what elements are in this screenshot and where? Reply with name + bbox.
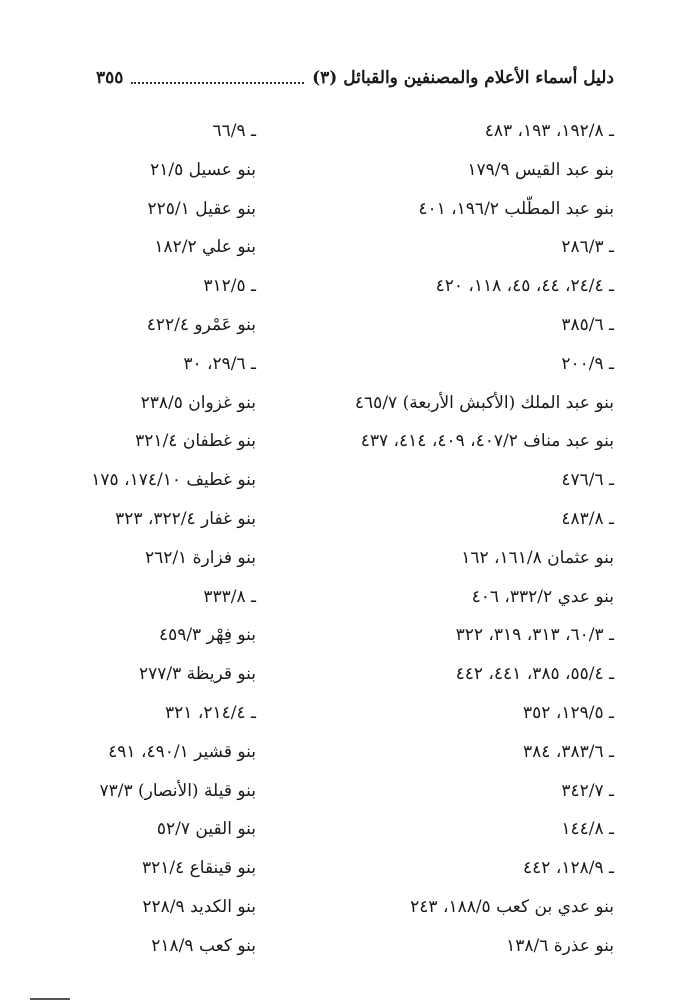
index-entry: ـ ٦٠/٣، ٣١٣، ٣١٩، ٣٢٢ [455, 625, 614, 646]
index-entry: بنو غفار ٣٢٢/٤، ٣٢٣ [115, 508, 256, 529]
index-entry: ـ ٢٩/٦، ٣٠ [183, 353, 256, 374]
index-entry: ـ ٢١٤/٤، ٣٢١ [165, 702, 256, 723]
index-entry: بنو فِهْر ٤٥٩/٣ [158, 625, 256, 646]
index-entry: بنو عبد القيس ١٧٩/٩ [467, 159, 614, 180]
index-entry: ـ ٤٧٦/٦ [561, 470, 614, 491]
index-entry: بنو عدي بن كعب ١٨٨/٥، ٢٤٣ [410, 896, 614, 917]
index-column-right [344, 112, 614, 966]
index-columns [91, 112, 614, 966]
index-entry: ـ ٥٥/٤، ٣٨٥، ٤٤١، ٤٤٢ [455, 664, 614, 685]
index-entry: بنو غزوان ٢٣٨/٥ [140, 392, 256, 413]
index-entry: بنو عَمْرو ٤٢٢/٤ [146, 314, 256, 335]
index-entry: ـ ٢٨٦/٣ [561, 237, 614, 258]
index-entry: بنو عثمان ١٦١/٨، ١٦٢ [461, 547, 614, 568]
index-entry: بنو كعب ٢١٨/٩ [151, 935, 256, 956]
leader-dots [131, 81, 304, 84]
index-entry: ـ ٤٨٣/٨ [561, 508, 614, 529]
index-entry: ـ ٣١٢/٥ [203, 276, 256, 297]
index-entry: بنو غطيف ١٧٤/١٠، ١٧٥ [91, 470, 256, 491]
index-entry: ـ ٣٣٣/٨ [203, 586, 256, 607]
index-entry: بنو عبد مناف ٤٠٧/٢، ٤٠٩، ٤١٤، ٤٣٧ [360, 431, 614, 452]
index-entry: ـ ٢٠٠/٩ [561, 353, 614, 374]
index-entry: ـ ١٢٨/٩، ٤٤٢ [523, 858, 614, 879]
page-number: ٣٥٥ [96, 68, 124, 88]
index-entry: بنو عدي ٣٣٢/٢، ٤٠٦ [471, 586, 614, 607]
index-entry: بنو عبد المطّلب ١٩٦/٢، ٤٠١ [418, 198, 614, 219]
index-entry: بنو قشير ٤٩٠/١، ٤٩١ [108, 741, 256, 762]
index-entry: بنو قيلة (الأنصار) ٧٣/٣ [99, 780, 256, 801]
index-entry: بنو غطفان ٣٢١/٤ [135, 431, 256, 452]
index-column-left [91, 112, 256, 966]
index-entry: بنو القين ٥٢/٧ [156, 819, 256, 840]
index-entry: ـ ٣٨٥/٦ [561, 314, 614, 335]
index-entry: بنو عقيل ٢٢٥/١ [147, 198, 256, 219]
index-entry: بنو فزارة ٢٦٢/١ [144, 547, 256, 568]
index-entry: بنو علي ١٨٢/٢ [154, 237, 256, 258]
index-entry: بنو الكديد ٢٢٨/٩ [142, 896, 256, 917]
page-header [96, 60, 614, 88]
index-entry: بنو عذرة ١٣٨/٦ [506, 935, 614, 956]
index-entry: بنو عبد الملك (الأكبش الأربعة) ٤٦٥/٧ [354, 392, 614, 413]
index-entry: ـ ٣٨٣/٦، ٣٨٤ [523, 741, 614, 762]
index-entry: ـ ٢٤/٤، ٤٤، ٤٥، ١١٨، ٤٢٠ [435, 276, 614, 297]
index-entry: ـ ٦٦/٩ [212, 121, 256, 141]
running-title: دليل أسماء الأعلام والمصنفين والقبائل (٣) [312, 68, 614, 88]
index-entry: ـ ١٢٩/٥، ٣٥٢ [523, 702, 614, 723]
index-entry: بنو عسيل ٢١/٥ [150, 159, 256, 180]
index-entry: بنو قريظة ٢٧٧/٣ [138, 664, 256, 685]
index-entry: ـ ١٩٢/٨، ١٩٣، ٤٨٣ [484, 121, 614, 141]
index-entry: ـ ٣٤٢/٧ [561, 780, 614, 801]
index-entry: بنو قينقاع ٣٢١/٤ [141, 858, 256, 879]
index-entry: ـ ١٤٤/٨ [561, 819, 614, 840]
page-edge-mark [30, 998, 70, 1000]
